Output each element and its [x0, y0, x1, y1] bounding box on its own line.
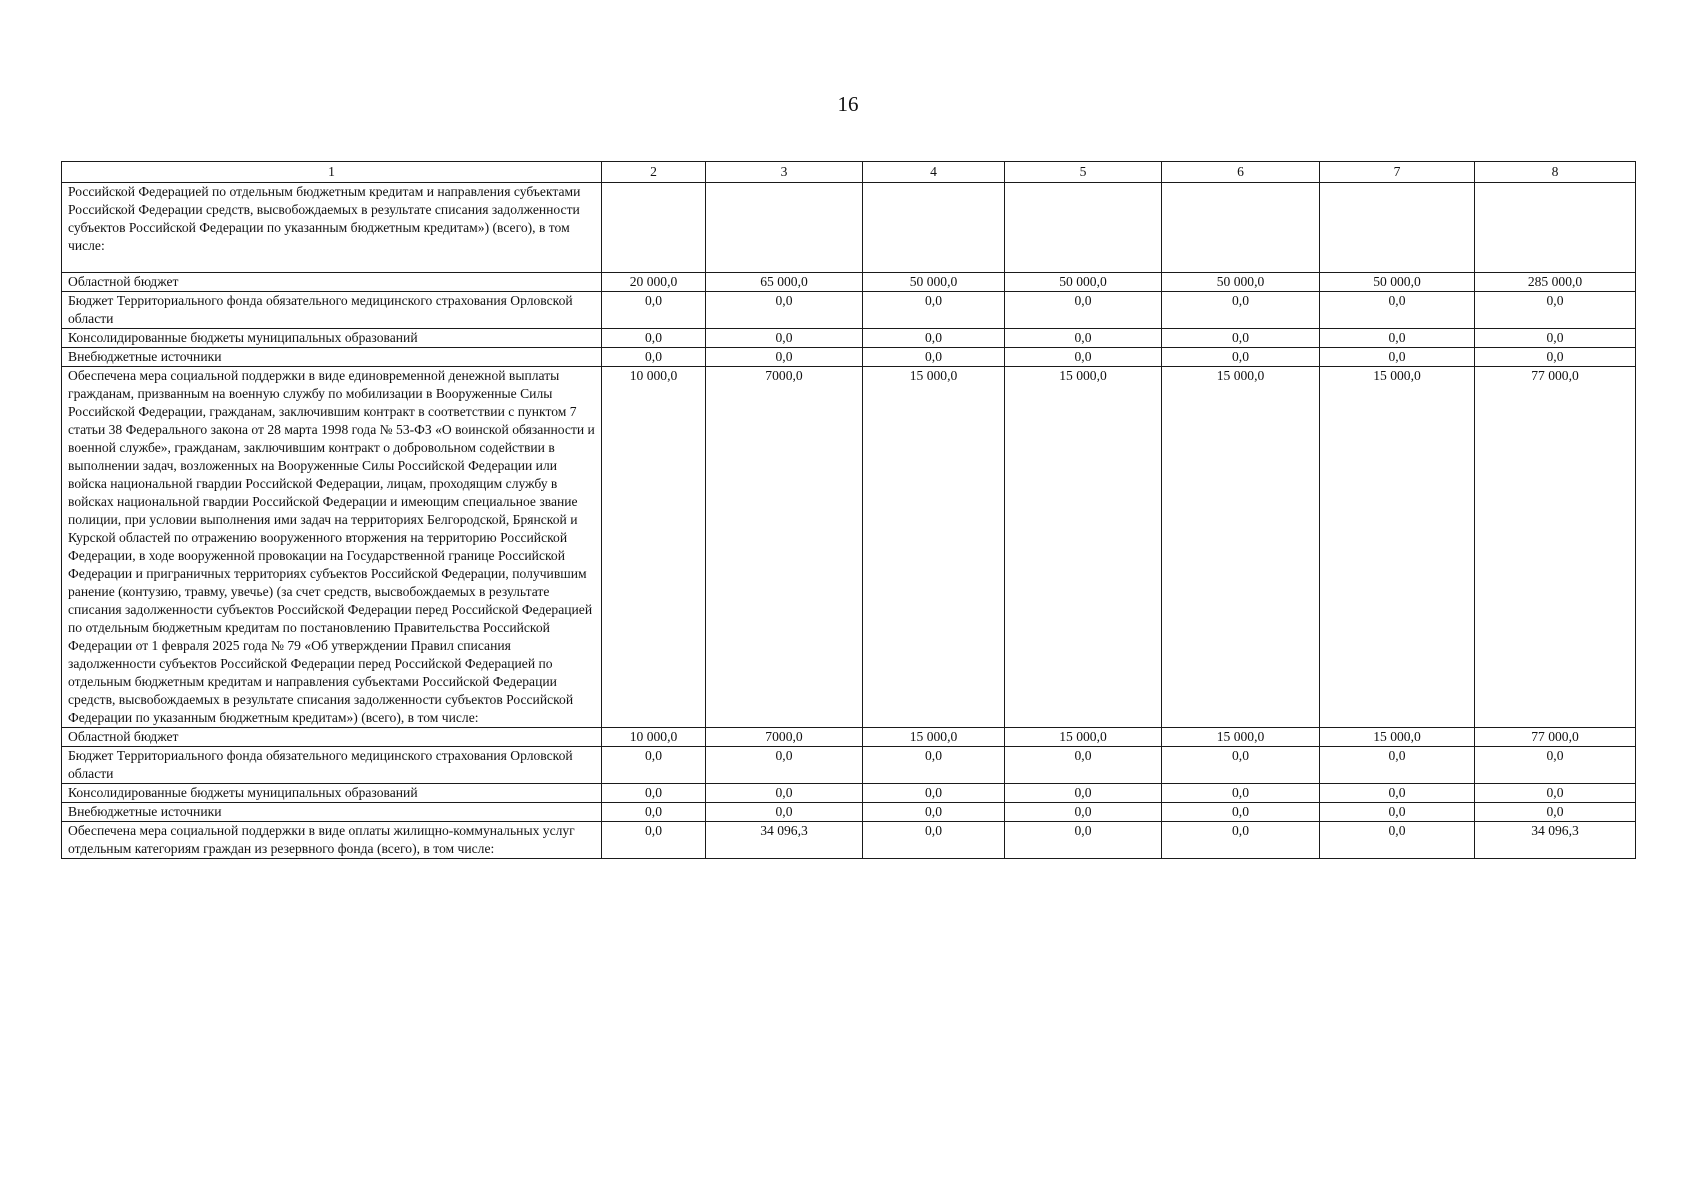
table-header	[62, 162, 1636, 183]
value-cell: 0,0	[863, 747, 1005, 784]
column-header: 5	[1005, 162, 1162, 183]
value-cell: 15 000,0	[1162, 728, 1320, 747]
row-label: Внебюджетные источники	[62, 803, 602, 822]
budget-table	[61, 161, 1636, 859]
value-cell: 50 000,0	[863, 273, 1005, 292]
value-cell: 0,0	[1320, 747, 1475, 784]
page-number: 16	[837, 92, 859, 116]
value-cell: 15 000,0	[863, 728, 1005, 747]
value-cell: 0,0	[1162, 329, 1320, 348]
value-cell: 0,0	[706, 803, 863, 822]
row-label: Бюджет Территориального фонда обязательного медицинского страхования Орловской области	[62, 292, 602, 329]
value-cell: 77 000,0	[1475, 367, 1636, 728]
row-label: Внебюджетные источники	[62, 348, 602, 367]
value-cell: 0,0	[602, 329, 706, 348]
value-cell: 0,0	[1475, 784, 1636, 803]
table-row	[62, 747, 1636, 784]
table-row	[62, 348, 1636, 367]
value-cell: 0,0	[1005, 784, 1162, 803]
value-cell: 7000,0	[706, 367, 863, 728]
column-header: 2	[602, 162, 706, 183]
value-cell: 0,0	[1320, 292, 1475, 329]
table-row	[62, 728, 1636, 747]
value-cell	[1475, 183, 1636, 273]
value-cell: 0,0	[1005, 292, 1162, 329]
value-cell: 0,0	[602, 784, 706, 803]
value-cell: 0,0	[1475, 292, 1636, 329]
column-header: 1	[62, 162, 602, 183]
value-cell: 65 000,0	[706, 273, 863, 292]
value-cell: 10 000,0	[602, 367, 706, 728]
value-cell: 0,0	[1162, 292, 1320, 329]
value-cell: 77 000,0	[1475, 728, 1636, 747]
table-row	[62, 183, 1636, 273]
table-row	[62, 822, 1636, 859]
row-label: Обеспечена мера социальной поддержки в виде единовременной денежной выплаты гражданам, призванным на военную службу по мобилизации в Вооруженные Силы Российской Федерации, гражданам, заключившим контракт в соответствии с пунктом 7 статьи 38 Федерального закона от 28 марта 1998 года № 53-ФЗ «О воинской обязанности и военной службе», гражданам, заключившим контракт о добровольном содействии в выполнении задач, возложенных на Вооруженные Силы Российской Федерации или войска национальной гвардии Российской Федерации, лицам, проходящим службу в войсках национальной гвардии Российской Федерации и имеющим специальное звание полиции, при условии выполнения ими задач на территориях Белгородской, Брянской и Курской областей по отражению вооруженного вторжения на территорию Российской Федерации, в ходе вооруженной провокации на Государственной границе Российской Федерации и приграничных территориях субъектов Российской Федерации, получившим ранение (контузию, травму, увечье) (за счет средств, высвобождаемых в результате списания задолженности субъектов Российской Федерации перед Российской Федерацией по отдельным бюджетным кредитам по постановлению Правительства Российской Федерации от 1 февраля 2025 года № 79 «Об утверждении Правил списания задолженности субъектов Российской Федерации перед Российской Федерацией по отдельным бюджетным кредитам и направления субъектами Российской Федерации средств, высвобождаемых в результате списания задолженности субъектов Российской Федерации по указанным бюджетным кредитам») (всего), в том числе:	[62, 367, 602, 728]
value-cell: 0,0	[863, 348, 1005, 367]
value-cell: 7000,0	[706, 728, 863, 747]
value-cell: 0,0	[1475, 329, 1636, 348]
value-cell: 15 000,0	[1005, 367, 1162, 728]
value-cell: 0,0	[602, 822, 706, 859]
value-cell: 0,0	[1005, 348, 1162, 367]
table-row	[62, 367, 1636, 728]
value-cell: 0,0	[602, 747, 706, 784]
value-cell: 0,0	[706, 747, 863, 784]
value-cell: 0,0	[1005, 822, 1162, 859]
value-cell: 15 000,0	[1005, 728, 1162, 747]
value-cell: 15 000,0	[1320, 728, 1475, 747]
column-header: 4	[863, 162, 1005, 183]
value-cell: 34 096,3	[1475, 822, 1636, 859]
value-cell: 0,0	[1320, 329, 1475, 348]
value-cell: 0,0	[706, 329, 863, 348]
value-cell: 15 000,0	[1320, 367, 1475, 728]
row-label: Российской Федерацией по отдельным бюджетным кредитам и направления субъектами Российской Федерации средств, высвобождаемых в результате списания задолженности субъектов Российской Федерации по указанным бюджетным кредитам») (всего), в том числе:	[62, 183, 602, 273]
value-cell: 0,0	[1162, 784, 1320, 803]
value-cell: 0,0	[863, 292, 1005, 329]
value-cell	[863, 183, 1005, 273]
row-label: Областной бюджет	[62, 728, 602, 747]
value-cell: 0,0	[1475, 803, 1636, 822]
column-header: 8	[1475, 162, 1636, 183]
value-cell: 0,0	[602, 292, 706, 329]
value-cell	[1162, 183, 1320, 273]
value-cell: 0,0	[1475, 747, 1636, 784]
row-label: Консолидированные бюджеты муниципальных образований	[62, 329, 602, 348]
table-body	[62, 183, 1636, 859]
value-cell: 0,0	[1320, 348, 1475, 367]
value-cell: 0,0	[1320, 784, 1475, 803]
value-cell: 34 096,3	[706, 822, 863, 859]
value-cell: 0,0	[706, 292, 863, 329]
table-row	[62, 803, 1636, 822]
value-cell: 0,0	[863, 822, 1005, 859]
value-cell: 0,0	[706, 348, 863, 367]
row-label: Бюджет Территориального фонда обязательного медицинского страхования Орловской области	[62, 747, 602, 784]
value-cell: 20 000,0	[602, 273, 706, 292]
table-row	[62, 329, 1636, 348]
header-row	[62, 162, 1636, 183]
value-cell: 0,0	[1162, 747, 1320, 784]
value-cell: 0,0	[1162, 803, 1320, 822]
value-cell: 50 000,0	[1162, 273, 1320, 292]
column-header: 3	[706, 162, 863, 183]
value-cell: 285 000,0	[1475, 273, 1636, 292]
value-cell: 0,0	[1162, 822, 1320, 859]
table-row	[62, 784, 1636, 803]
table-row	[62, 292, 1636, 329]
column-header: 6	[1162, 162, 1320, 183]
value-cell: 15 000,0	[1162, 367, 1320, 728]
value-cell: 0,0	[1005, 329, 1162, 348]
value-cell: 0,0	[863, 803, 1005, 822]
value-cell: 0,0	[1005, 803, 1162, 822]
value-cell: 50 000,0	[1320, 273, 1475, 292]
value-cell: 0,0	[1320, 822, 1475, 859]
value-cell: 0,0	[1162, 348, 1320, 367]
value-cell: 50 000,0	[1005, 273, 1162, 292]
row-label: Обеспечена мера социальной поддержки в виде оплаты жилищно-коммунальных услуг отдельным категориям граждан из резервного фонда (всего), в том числе:	[62, 822, 602, 859]
value-cell	[1005, 183, 1162, 273]
table-row	[62, 273, 1636, 292]
value-cell: 0,0	[1475, 348, 1636, 367]
value-cell: 15 000,0	[863, 367, 1005, 728]
value-cell: 0,0	[863, 784, 1005, 803]
value-cell	[1320, 183, 1475, 273]
value-cell: 0,0	[602, 348, 706, 367]
value-cell: 0,0	[1320, 803, 1475, 822]
value-cell: 0,0	[602, 803, 706, 822]
value-cell	[602, 183, 706, 273]
value-cell	[706, 183, 863, 273]
value-cell: 0,0	[1005, 747, 1162, 784]
row-label: Областной бюджет	[62, 273, 602, 292]
value-cell: 0,0	[706, 784, 863, 803]
value-cell: 10 000,0	[602, 728, 706, 747]
row-label: Консолидированные бюджеты муниципальных образований	[62, 784, 602, 803]
column-header: 7	[1320, 162, 1475, 183]
value-cell: 0,0	[863, 329, 1005, 348]
